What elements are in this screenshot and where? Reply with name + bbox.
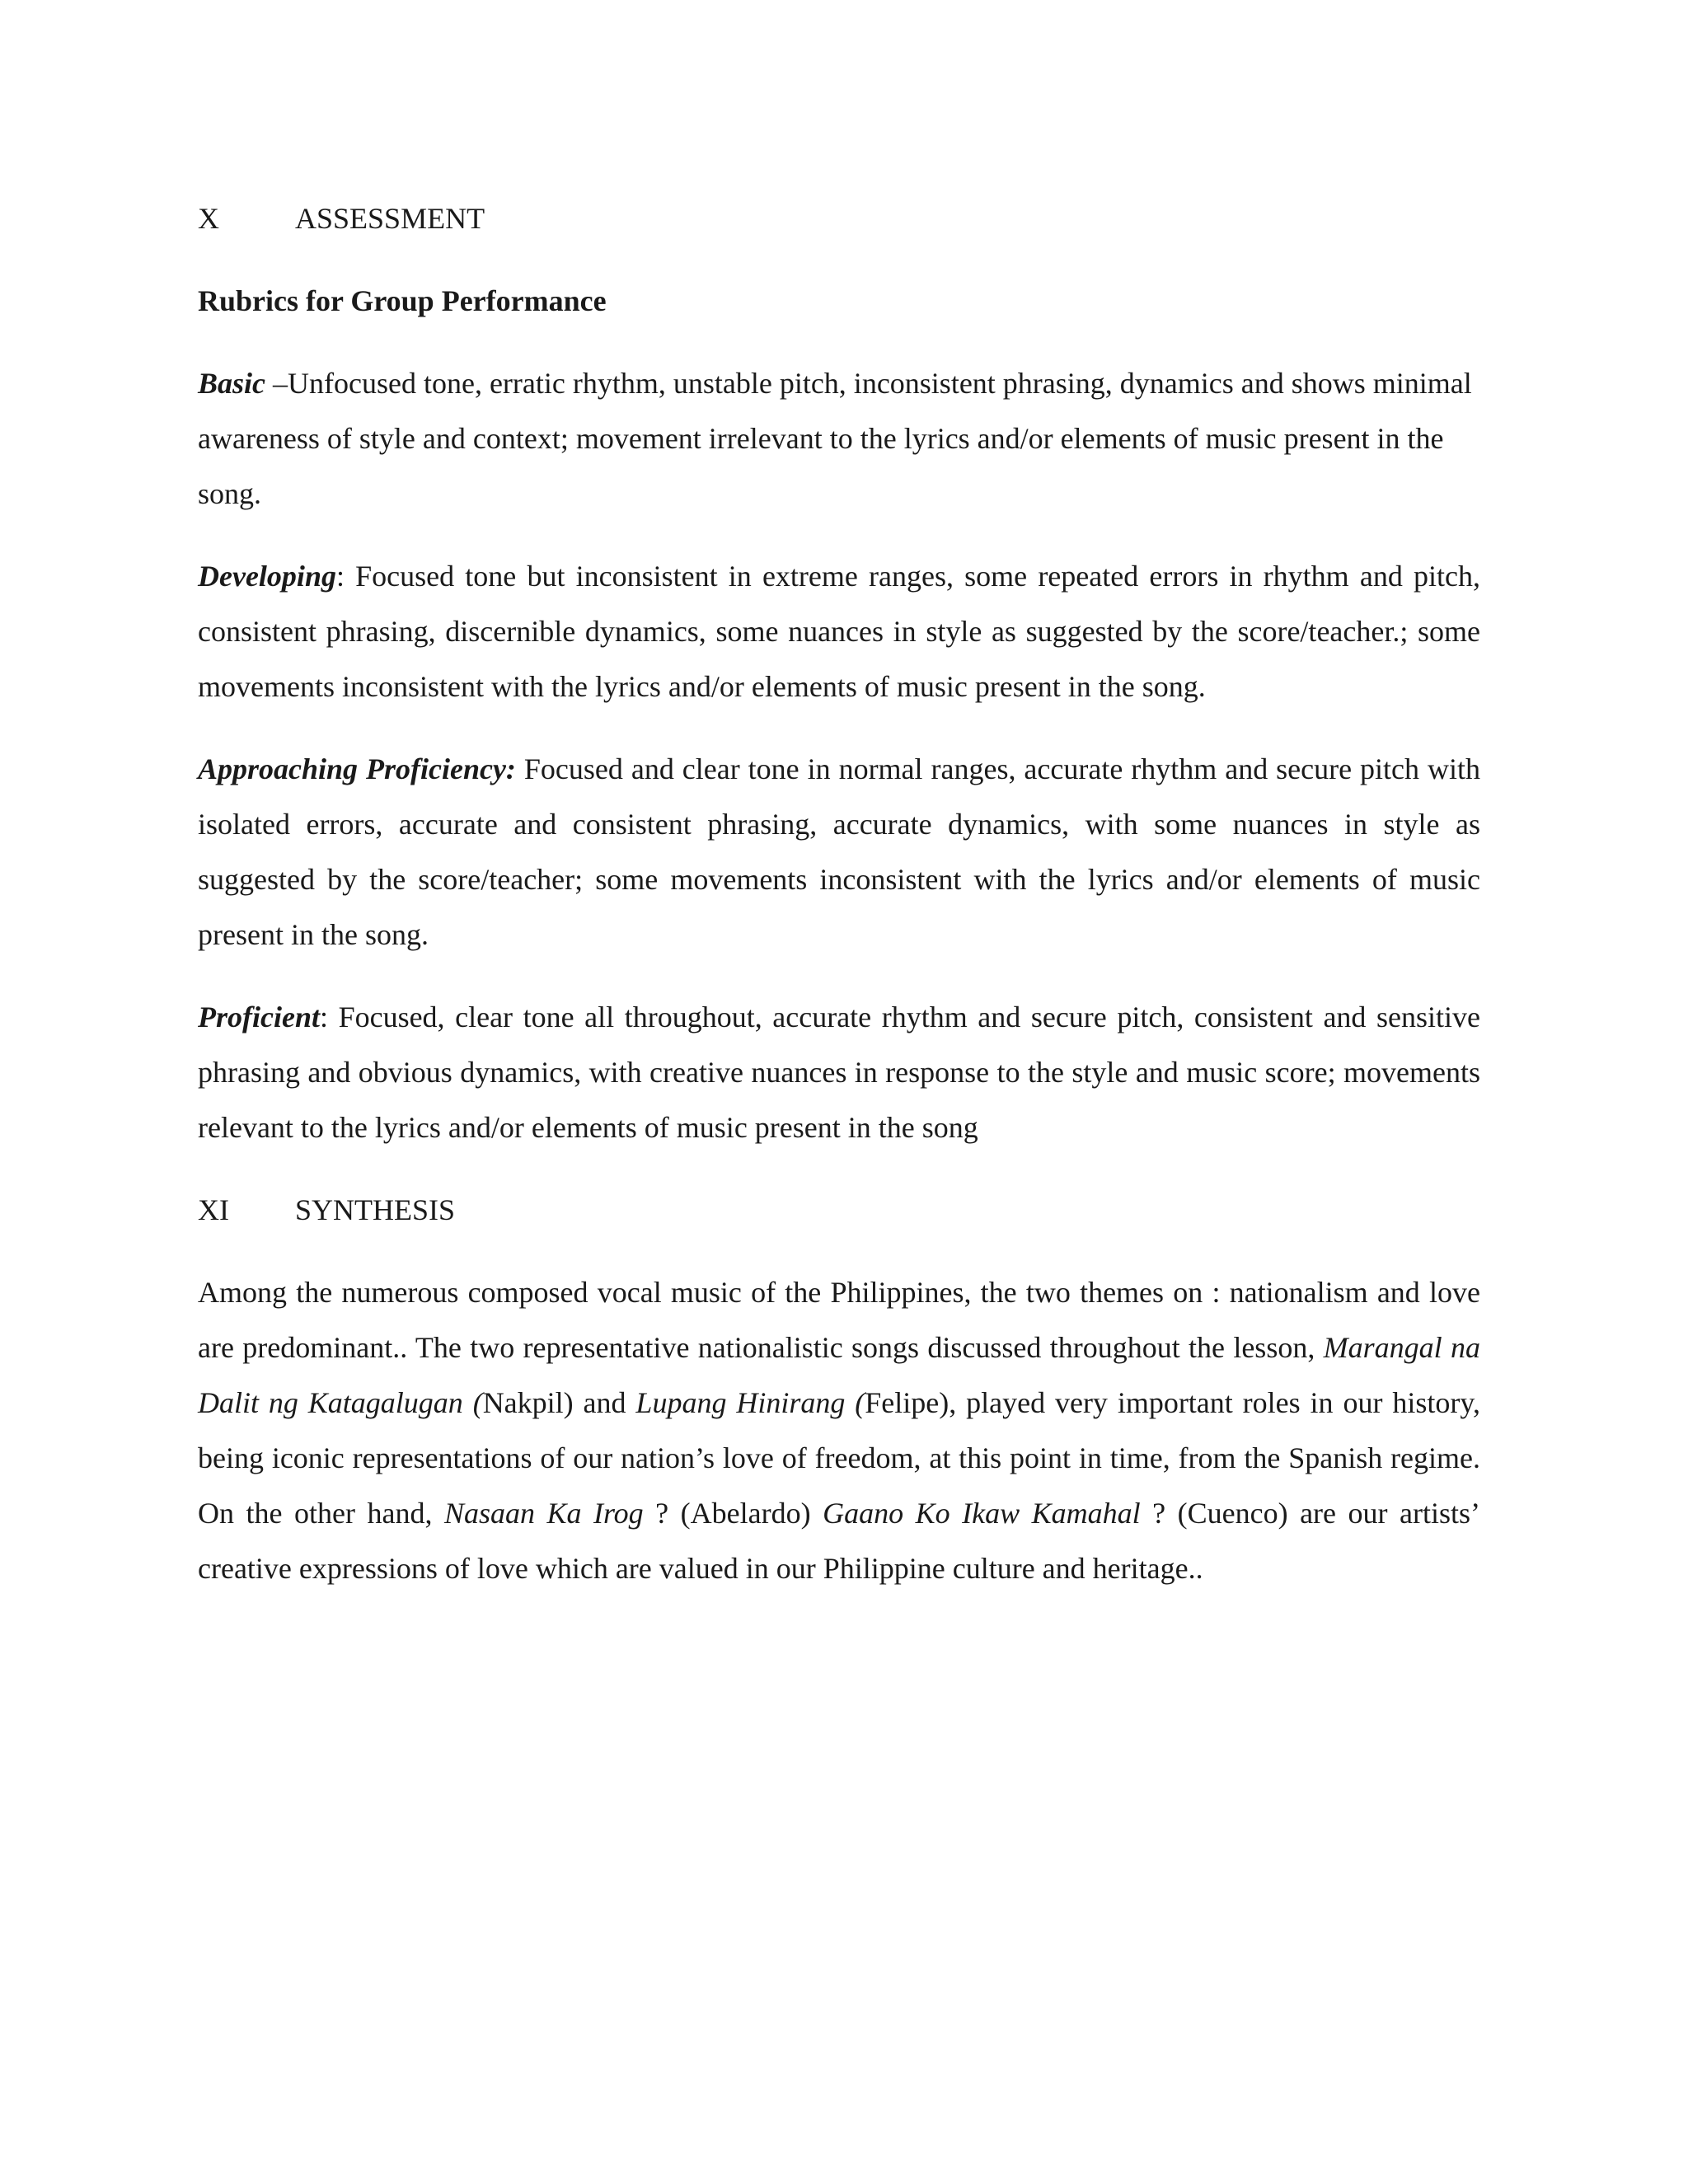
rubric-term: Proficient — [198, 1001, 320, 1033]
rubric-separator: – — [265, 367, 288, 400]
section-title: ASSESSMENT — [295, 202, 485, 235]
song-title-gaano-ko-ikaw-kamahal: Gaano Ko Ikaw Kamahal — [823, 1497, 1141, 1530]
song-title-lupang-hinirang: Lupang Hinirang ( — [635, 1386, 865, 1419]
synthesis-paragraph — [198, 1265, 1480, 1596]
rubrics-heading: Rubrics for Group Performance — [198, 284, 607, 317]
synthesis-text-3: ? (Cuenco) are our artists’ creative expressions of love which are valued in our Philippine culture and heritage.. — [198, 1497, 1480, 1585]
rubric-term: Basic — [198, 367, 266, 400]
synthesis-text-1: Among the numerous composed vocal music of the Philippines, the two themes on : nationalism and love are predominant.. The two representative nationalistic songs discussed throughout the lesson, — [198, 1276, 1480, 1364]
rubric-term: Developing — [198, 560, 336, 593]
rubric-developing — [198, 549, 1480, 715]
rubric-proficient — [198, 990, 1480, 1155]
rubric-separator: : — [335, 560, 356, 593]
synthesis-text-2: , played very important roles in our history, being iconic representations of our nation’s love of freedom, at this point in time, from the Spanish regime. On the other hand, — [198, 1386, 1480, 1530]
section-heading-synthesis — [198, 1183, 1480, 1238]
rubric-term: Approaching Proficiency: — [198, 752, 516, 785]
composer-felipe: Felipe) — [865, 1386, 950, 1419]
rubric-approaching-proficiency — [198, 742, 1480, 963]
document-page — [198, 191, 1480, 1624]
rubric-basic — [198, 356, 1480, 522]
composer-abelardo: ? (Abelardo) — [643, 1497, 823, 1530]
song-title-marangal-na-dalit: Marangal na Dalit ng Katagalugan ( — [198, 1331, 1481, 1419]
rubric-separator — [516, 752, 524, 785]
song-title-nasaan-ka-irog: Nasaan Ka Irog — [443, 1497, 644, 1530]
section-heading-assessment — [198, 191, 1480, 246]
section-title: SYNTHESIS — [295, 1193, 456, 1226]
section-number: XI — [198, 1193, 229, 1226]
composer-nakpil: Nakpil) and — [482, 1386, 636, 1419]
rubric-description: Unfocused tone, erratic rhythm, unstable pitch, inconsistent phrasing, dynamics and shows minimal awareness of style and context; movement irrelevant to the lyrics and/or elements of music present in the song. — [198, 367, 1472, 510]
rubric-separator: : — [319, 1001, 339, 1033]
section-number: X — [198, 202, 219, 235]
rubric-description: Focused and clear tone in normal ranges, accurate rhythm and secure pitch with isolated errors, accurate and consistent phrasing, accurate dynamics, with some nuances in style as suggested by the score/teacher; some movements inconsistent with the lyrics and/or elements of music present in the song. — [198, 752, 1480, 951]
rubric-description: Focused, clear tone all throughout, accurate rhythm and secure pitch, consistent and sensitive phrasing and obvious dynamics, with creative nuances in response to the style and music score; movements relevant to the lyrics and/or elements of music present in the song — [198, 1001, 1480, 1144]
rubric-description: Focused tone but inconsistent in extreme ranges, some repeated errors in rhythm and pitch, consistent phrasing, discernible dynamics, some nuances in style as suggested by the score/teacher.; some movements inconsistent with the lyrics and/or elements of music present in the song. — [198, 560, 1480, 703]
